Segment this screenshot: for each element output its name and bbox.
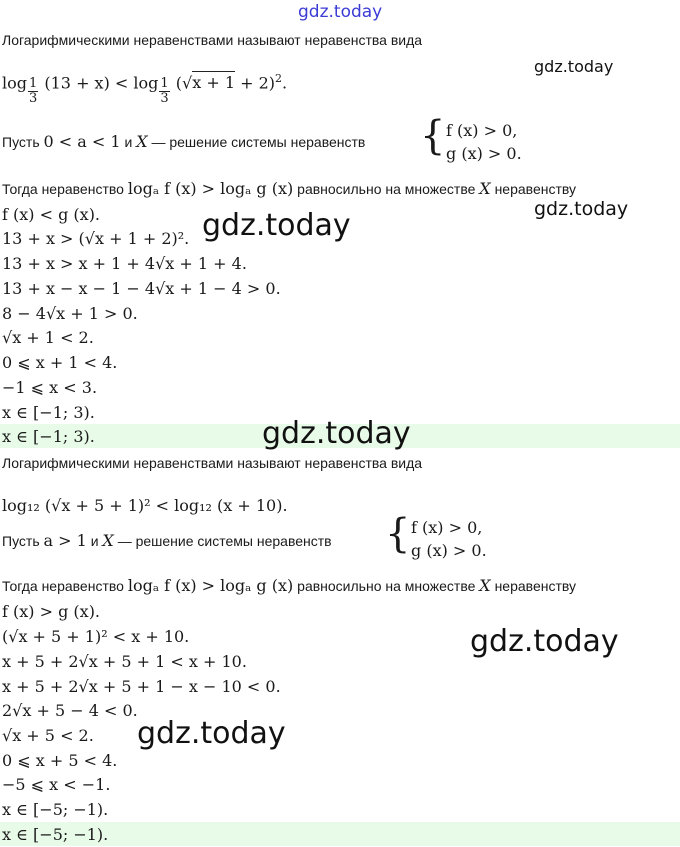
- step-2-9: x ∈ [−5; −1).: [2, 800, 109, 819]
- intro-text-2: Логарифмическими неравенствами называют неравенства вида: [2, 455, 423, 471]
- let-statement-1: Пусть 0 < a < 1 и X — решение системы неравенств: [2, 132, 366, 151]
- system-brace-2: {: [385, 511, 411, 557]
- intro-text-1: Логарифмическими неравенствами называют неравенства вида: [2, 32, 423, 48]
- then-statement-1: Тогда неравенство logₐ f (x) > logₐ g (x) равносильно на множестве X неравенству: [2, 179, 577, 198]
- step-2-4: x + 5 + 2√x + 5 + 1 − x − 10 < 0.: [2, 677, 281, 696]
- step-2-3: x + 5 + 2√x + 5 + 1 < x + 10.: [2, 652, 247, 671]
- step-1-4: 13 + x − x − 1 − 4√x + 1 − 4 > 0.: [2, 279, 281, 298]
- watermark: gdz.today: [137, 716, 286, 751]
- then-statement-2: Тогда неравенство logₐ f (x) > logₐ g (x) равносильно на множестве X неравенству: [2, 576, 577, 595]
- condition-f-1: f (x) > 0,: [446, 121, 518, 140]
- step-2-8: −5 ⩽ x < −1.: [2, 775, 111, 794]
- inequality-2: log₁₂ (√x + 5 + 1)² < log₁₂ (x + 10).: [2, 496, 288, 515]
- watermark: gdz.today: [202, 208, 351, 243]
- watermark: gdz.today: [262, 416, 411, 451]
- step-2-1: f (x) > g (x).: [2, 602, 101, 621]
- step-1-6: √x + 1 < 2.: [2, 328, 94, 347]
- watermark-top: gdz.today: [298, 2, 383, 22]
- step-1-5: 8 − 4√x + 1 > 0.: [2, 304, 138, 323]
- step-2-7: 0 ⩽ x + 5 < 4.: [2, 751, 118, 770]
- let-statement-2: Пусть a > 1 и X — решение системы неравенств: [2, 531, 332, 550]
- watermark: gdz.today: [470, 624, 619, 659]
- inequality-1: log $\frac{1}{3}$ (13 + x) < log $\frac{1}{3}$ $(√x + 1 + 2)^2$.: [2, 72, 288, 107]
- step-1-3: 13 + x > x + 1 + 4√x + 1 + 4.: [2, 254, 247, 273]
- step-1-8: −1 ⩽ x < 3.: [2, 378, 98, 397]
- condition-f-2: f (x) > 0,: [411, 518, 483, 537]
- step-2-6: √x + 5 < 2.: [2, 726, 94, 745]
- condition-g-2: g (x) > 0.: [411, 541, 487, 560]
- system-brace-1: {: [420, 113, 446, 159]
- step-2-2: (√x + 5 + 1)² < x + 10.: [2, 627, 190, 646]
- answer-2: x ∈ [−5; −1).: [2, 825, 109, 844]
- watermark: gdz.today: [534, 57, 614, 76]
- step-1-7: 0 ⩽ x + 1 < 4.: [2, 353, 118, 372]
- condition-g-1: g (x) > 0.: [446, 144, 522, 163]
- step-2-5: 2√x + 5 − 4 < 0.: [2, 701, 138, 720]
- step-1-9: x ∈ [−1; 3).: [2, 403, 95, 422]
- step-1-2: 13 + x > (√x + 1 + 2)².: [2, 229, 190, 248]
- step-1-1: f (x) < g (x).: [2, 205, 101, 224]
- watermark: gdz.today: [534, 198, 629, 220]
- answer-1: x ∈ [−1; 3).: [2, 427, 95, 446]
